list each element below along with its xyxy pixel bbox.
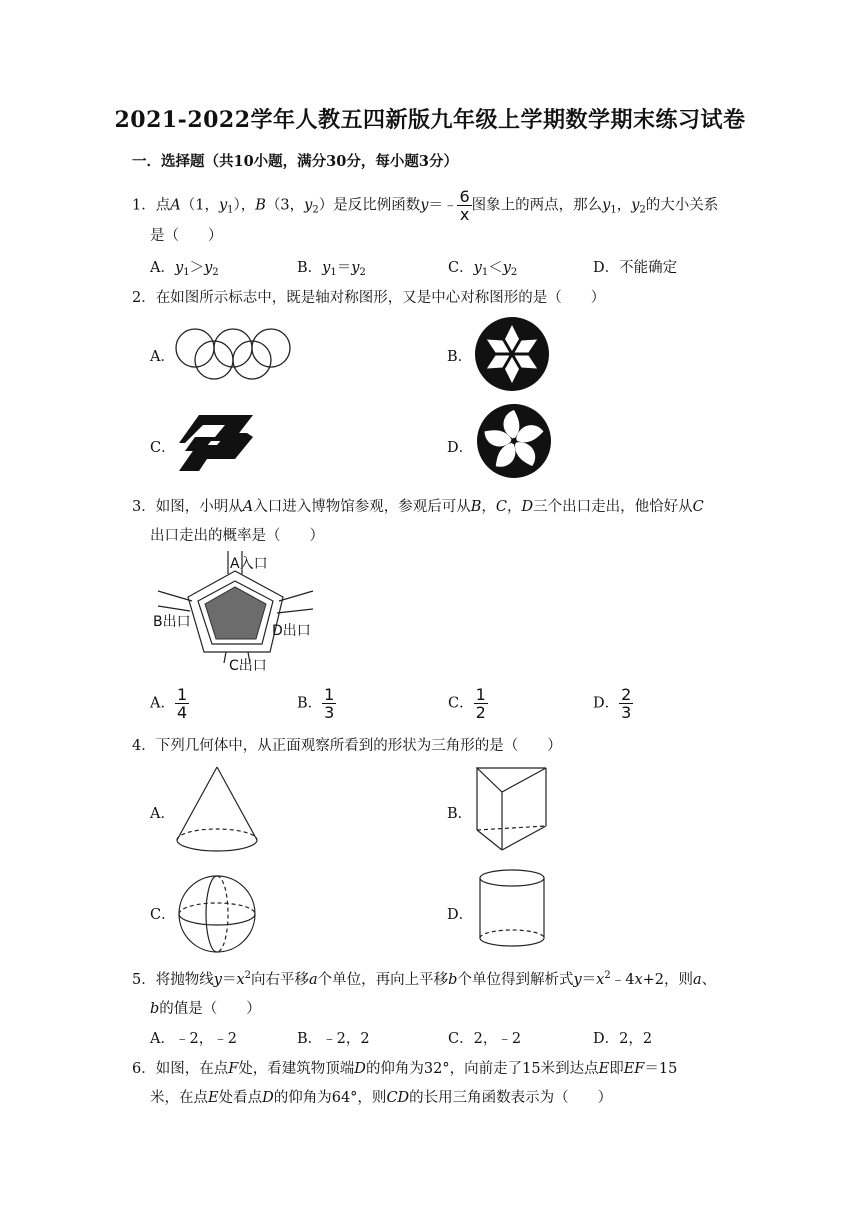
point-a: A <box>242 499 254 515</box>
var-y: y <box>473 260 482 276</box>
question-1 <box>132 188 718 223</box>
q3-text: 三个出口走出，他恰好从 <box>533 499 693 515</box>
option-label: B． <box>297 695 323 712</box>
var-x: x <box>236 972 245 988</box>
question-6 <box>132 1057 677 1078</box>
q1-text: ）是反比例函数 <box>318 197 421 214</box>
option-label: C． <box>448 260 474 276</box>
q1-text: 点 <box>155 197 171 214</box>
q4-option-a-label[interactable]: A． <box>150 806 175 822</box>
var-b: b <box>150 1001 160 1017</box>
q6-text: 米，在点 <box>150 1090 208 1106</box>
q1-text: ）， <box>233 197 256 214</box>
point-d: D <box>354 1061 366 1077</box>
q1-text: ＝﹣ <box>428 197 458 214</box>
fraction <box>619 686 633 721</box>
q6-text: 的长用三角函数表示为（ ） <box>409 1090 613 1106</box>
point-c: C <box>692 499 704 515</box>
q5-text: 个单位，再向上平移 <box>317 972 449 988</box>
exit-b-label: B出口 <box>153 614 191 630</box>
q2-option-d-label[interactable]: D． <box>447 440 474 456</box>
exit-c-label: C出口 <box>229 658 267 674</box>
q5-text: 、 <box>701 972 717 988</box>
subscript: 1 <box>227 204 234 216</box>
option-label: D． <box>593 695 620 712</box>
fraction-numerator: 1 <box>324 685 335 704</box>
q3-option-d[interactable] <box>593 686 633 721</box>
q5-text: +2，则 <box>642 972 694 988</box>
var-a: a <box>309 972 318 988</box>
point-d: D <box>521 499 534 515</box>
operator: ＞ <box>189 260 205 276</box>
q5-text: ﹣4 <box>610 972 635 988</box>
var-x: x <box>634 972 643 988</box>
q6-text: 的仰角为32°，向前走了15米到达点 <box>365 1061 599 1077</box>
q6-text: ＝15 <box>644 1061 678 1077</box>
bauhinia-flower-logo <box>476 403 552 479</box>
option-text: ﹣2，﹣2 <box>174 1031 237 1047</box>
segment-ef: EF <box>623 1061 645 1077</box>
triangular-prism-figure <box>472 762 556 854</box>
q6-text: 处看点 <box>218 1090 263 1106</box>
option-text: ﹣2，2 <box>322 1031 370 1047</box>
point-b: B <box>255 197 266 214</box>
entrance-a-label: A入口 <box>230 556 268 572</box>
fraction-numerator: 1 <box>176 685 188 704</box>
exit-d-label: D出口 <box>272 623 311 639</box>
fraction <box>474 686 488 721</box>
option-text: 不能确定 <box>619 260 678 276</box>
point-e: E <box>598 1061 610 1077</box>
fraction-denominator: x <box>459 205 470 224</box>
q1-text: 的大小关系 <box>645 197 719 214</box>
option-label: B． <box>297 1031 323 1047</box>
q5-option-a[interactable] <box>150 1027 237 1048</box>
olympic-rings-logo <box>175 328 295 380</box>
option-label: D． <box>593 1031 620 1047</box>
q4-option-d-label[interactable]: D． <box>447 907 474 923</box>
q3-text: 入口进入博物馆参观，参观后可从 <box>253 499 471 515</box>
q3-text: ， <box>481 499 496 515</box>
fraction-denominator: 4 <box>176 703 188 722</box>
q5-text: 的值是（ ） <box>159 1001 261 1017</box>
subscript: 2 <box>510 267 518 278</box>
q2-option-a-label[interactable]: A． <box>150 349 175 365</box>
var-y: y <box>573 972 582 988</box>
option-text: 2，2 <box>619 1031 653 1047</box>
q5-text: ＝ <box>581 972 597 988</box>
fraction-denominator: 3 <box>324 703 335 722</box>
option-label: D． <box>593 260 620 276</box>
s-logo <box>177 413 255 473</box>
var-y: y <box>420 197 429 214</box>
q6-line2 <box>150 1086 612 1107</box>
q5-option-d[interactable] <box>593 1027 652 1048</box>
q3-option-c[interactable] <box>448 686 488 721</box>
star-circle-logo <box>474 316 550 392</box>
q6-text: 处，看建筑物顶端 <box>238 1061 355 1077</box>
q2-option-c-label[interactable]: C． <box>150 440 176 456</box>
superscript: 2 <box>604 970 611 981</box>
q1-text: ， <box>616 197 632 214</box>
option-label: C． <box>448 695 474 712</box>
var-y: y <box>602 197 611 214</box>
q1-line2: 是（ ） <box>150 228 223 244</box>
fraction <box>322 686 336 721</box>
point-e: E <box>208 1090 219 1106</box>
q1-option-c[interactable] <box>448 256 517 278</box>
question-3 <box>132 495 704 516</box>
q2-option-b-label[interactable]: B． <box>447 349 473 365</box>
subscript: 1 <box>481 267 489 278</box>
var-y: y <box>218 197 228 214</box>
var-y: y <box>174 260 184 276</box>
var-x: x <box>596 972 605 988</box>
fraction-numerator: 1 <box>475 685 486 704</box>
point-f: F <box>228 1061 239 1077</box>
point-c: C <box>495 499 507 515</box>
fraction-numerator: 2 <box>621 685 632 704</box>
fraction-denominator: 3 <box>621 703 632 722</box>
q1-option-d[interactable] <box>593 256 677 277</box>
question-5 <box>132 968 716 989</box>
operator: ＝ <box>336 260 352 276</box>
q5-line2 <box>150 997 261 1018</box>
q3-option-a[interactable] <box>150 686 189 721</box>
q6-text: 即 <box>609 1061 624 1077</box>
var-y: y <box>502 260 511 276</box>
q5-text: 向右平移 <box>251 972 309 988</box>
var-y: y <box>204 260 213 276</box>
fraction-6-over-x <box>457 188 471 223</box>
cone-figure <box>170 762 266 858</box>
q1-option-a[interactable] <box>150 256 219 278</box>
fraction-numerator: 6 <box>459 187 470 206</box>
var-y: y <box>631 197 640 214</box>
var-y: y <box>351 260 360 276</box>
subscript: 2 <box>312 204 319 216</box>
q3-option-b[interactable] <box>297 686 336 721</box>
q3-text: ， <box>506 499 522 515</box>
var-y: y <box>213 972 222 988</box>
option-label: A． <box>150 1031 175 1047</box>
var-y: y <box>322 260 331 276</box>
q5-option-b[interactable] <box>297 1027 370 1048</box>
q1-text: （1， <box>180 197 219 214</box>
question-4: 4．下列几何体中，从正面观察所看到的形状为三角形的是（ ） <box>132 738 562 754</box>
point-a: A <box>170 197 181 214</box>
var-a: a <box>693 972 702 988</box>
page-title: 2021-2022学年人教五四新版九年级上学期数学期末练习试卷 <box>114 107 746 133</box>
subscript: 2 <box>359 267 366 278</box>
var-b: b <box>448 972 458 988</box>
sphere-figure <box>175 872 259 956</box>
subscript: 1 <box>183 267 190 278</box>
option-label: B． <box>297 260 323 276</box>
q1-text: 1． <box>132 197 156 214</box>
fraction <box>175 686 189 721</box>
q3-text: 3．如图，小明从 <box>132 499 243 515</box>
operator: ＜ <box>488 260 503 276</box>
superscript: 2 <box>244 970 251 981</box>
subscript: 2 <box>639 204 646 216</box>
subscript: 1 <box>610 204 617 216</box>
subscript: 1 <box>330 267 337 278</box>
section-header: 一．选择题（共10小题，满分30分，每小题3分） <box>132 153 458 170</box>
option-label: A． <box>150 260 175 276</box>
cylinder-figure <box>476 866 548 952</box>
q5-text: 5．将抛物线 <box>132 972 214 988</box>
q5-text: 个单位得到解析式 <box>457 972 574 988</box>
segment-cd: CD <box>386 1090 410 1106</box>
q1-text: 图象上的两点，那么 <box>471 197 603 214</box>
q4-option-b-label[interactable]: B． <box>447 806 473 822</box>
q5-text: ＝ <box>221 972 237 988</box>
q5-option-c[interactable] <box>448 1027 521 1048</box>
option-label: A． <box>150 695 175 712</box>
fraction-denominator: 2 <box>475 703 486 722</box>
point-b: B <box>470 499 482 515</box>
point-d: D <box>262 1090 274 1106</box>
q1-option-b[interactable] <box>297 256 366 278</box>
option-text: 2，﹣2 <box>473 1031 522 1047</box>
var-y: y <box>304 197 313 214</box>
q6-text: 6．如图，在点 <box>132 1061 229 1077</box>
q3-line2: 出口走出的概率是（ ） <box>150 528 324 544</box>
subscript: 2 <box>212 267 219 278</box>
question-2: 2．在如图所示标志中，既是轴对称图形，又是中心对称图形的是（ ） <box>132 290 606 306</box>
q6-text: 的仰角为64°，则 <box>273 1090 387 1106</box>
q1-text: （3， <box>265 197 305 214</box>
option-label: C． <box>448 1031 474 1047</box>
q4-option-c-label[interactable]: C． <box>150 907 176 923</box>
